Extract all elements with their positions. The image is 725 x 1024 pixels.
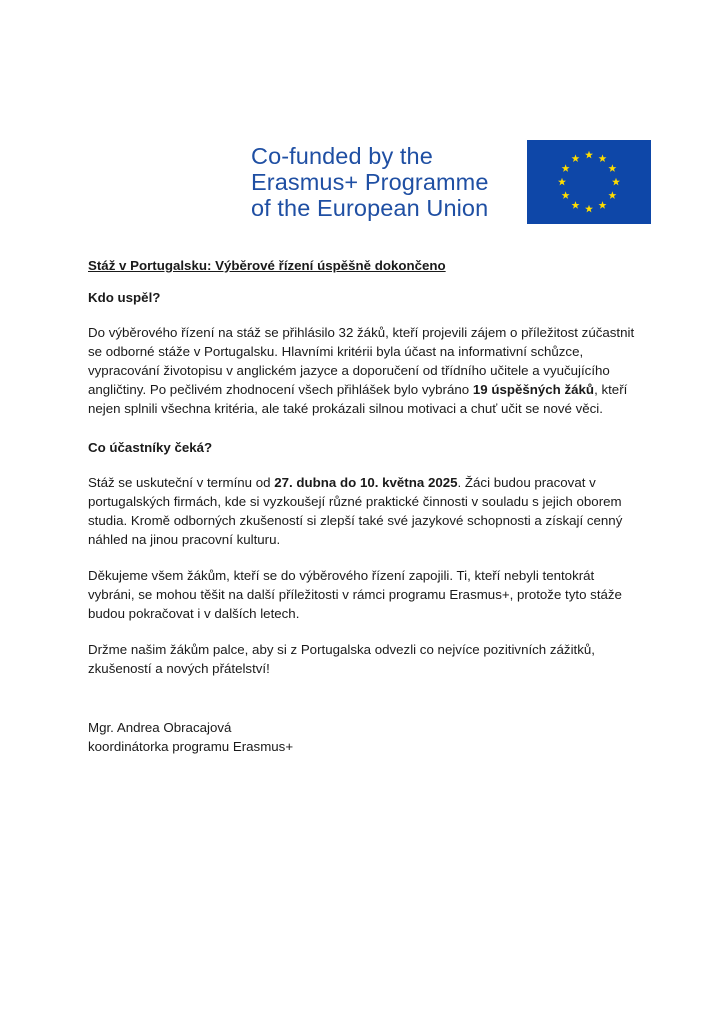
paragraph-selection (88, 323, 643, 418)
highlight-count: 19 úspěšných žáků (472, 382, 595, 397)
logo-line-3: of the European Union (251, 195, 489, 221)
signature-name: Mgr. Andrea Obracajová (88, 720, 232, 735)
paragraph-text: Do výběrového řízení na stáž se přihlásilo 32 žáků, kteří projevili zájem o příležitost zúčastnit se odborné stáže v Portugalsku. Hlavními kritérii byla účast na informativní schůzce, vypracování životopisu v anglickém jazyce a doporučení od třídního učitele a vyučujícího angličtiny. Po pečlivém zhodnocení všech přihlášek bylo vybráno (88, 325, 635, 397)
document-body (88, 256, 643, 695)
paragraph-text: Stáž se uskuteční v termínu od (88, 475, 275, 490)
paragraph-text: . Žáci budou pracovat v portugalských firmách, kde si vyzkoušejí různé praktické činnosti v souladu s jejich oborem studia. Kromě odborných zkušeností si zlepší také své jazykové schopnosti a získají cenný náhled na jinou pracovní kulturu. (88, 475, 623, 547)
logo-line-2: Erasmus+ Programme (251, 169, 489, 195)
document-title: Stáž v Portugalsku: Výběrové řízení úspěšně dokončeno (88, 258, 446, 273)
section-heading-who-succeeded: Kdo uspěl? (88, 290, 161, 305)
paragraph-dates (88, 473, 643, 549)
logo-line-1: Co-funded by the (251, 143, 433, 169)
paragraph-text: , kteří nejen splnili všechna kritéria, ale také prokázali silnou motivaci a chuť učit se nové věci. (88, 382, 628, 416)
highlight-dates: 27. dubna do 10. května 2025 (274, 475, 458, 490)
section-heading-what-awaits: Co účastníky čeká? (88, 440, 213, 455)
eu-stars-icon (527, 140, 651, 224)
signature-block (88, 718, 293, 756)
eu-flag-icon (527, 140, 651, 224)
paragraph-wishes: Držme našim žákům palce, aby si z Portugalska odvezli co nejvíce pozitivních zážitků, zkušeností a nových přátelství! (88, 642, 595, 676)
signature-role: koordinátorka programu Erasmus+ (88, 739, 294, 754)
paragraph-thanks: Děkujeme všem žákům, kteří se do výběrového řízení zapojili. Ti, kteří nebyli tentokrát vybráni, se mohou těšit na další příležitosti v rámci programu Erasmus+, protože tyto stáže budou pokračovat i v dalších letech. (88, 568, 622, 621)
erasmus-logo-text (251, 143, 521, 221)
